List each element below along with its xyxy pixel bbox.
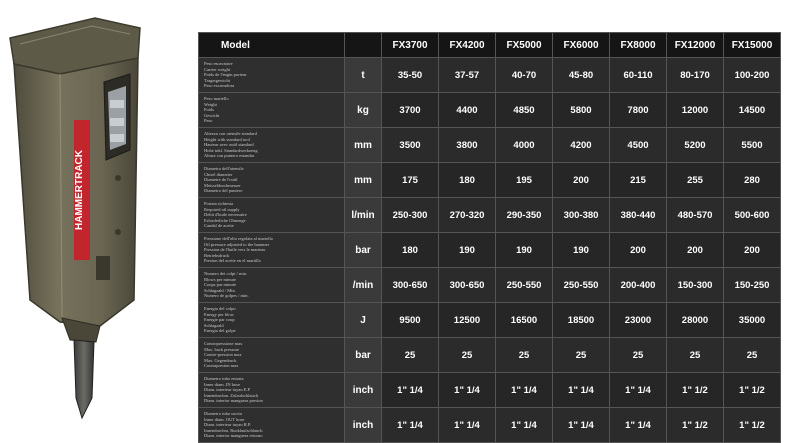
spec-description-line: Schlagzahl / Min. [204,287,236,293]
spec-value-cell: 1" 1/2 [724,373,781,408]
spec-value-cell: 100-200 [724,58,781,93]
spec-value-cell: 3700 [382,93,439,128]
spec-value-cell: 255 [667,163,724,198]
spec-description-line: Peso excavadora [204,83,235,89]
spec-description [199,58,345,93]
chisel-tool [74,340,94,418]
spec-value-cell: 35000 [724,303,781,338]
spec-description-line: Hohe inkl. Standardwerkzeug [204,147,258,153]
spec-value-cell: 4850 [496,93,553,128]
spec-description-line: Height with standard tool [204,136,250,142]
spec-description [199,408,345,443]
spec-value-cell: 1" 1/4 [496,373,553,408]
model-column-header: FX6000 [553,33,610,58]
spec-description-line: Max. back pressure [204,346,240,352]
spec-value-cell: 35-50 [382,58,439,93]
spec-unit: mm [345,163,382,198]
spec-value-cell: 1" 1/4 [610,408,667,443]
spec-description-line: Hauteur avec outil standard [204,142,254,148]
spec-unit: inch [345,408,382,443]
spec-row [199,233,781,268]
spec-description-line: Tragergewicht [204,77,230,83]
spec-value-cell: 25 [382,338,439,373]
spec-description-line: Carrier weight [204,66,231,72]
spec-row [199,58,781,93]
spec-description-line: Betriebsdruck [204,252,230,258]
spec-value-cell: 5500 [724,128,781,163]
spec-unit: bar [345,338,382,373]
spec-description-line: Diam. interieur tuyau E.P [204,387,251,393]
spec-value-cell: 270-320 [439,198,496,233]
spec-description [199,233,345,268]
spec-description-line: Diametre de l'outil [204,177,238,183]
spec-description-line: Portata richiesta [204,201,234,207]
spec-value-cell: 180 [382,233,439,268]
spec-description-line: Contre-pression max [204,352,242,358]
spec-value-cell: 25 [439,338,496,373]
spec-unit: J [345,303,382,338]
spec-description-line: Pressione dell'olio regolata al martello [204,236,274,242]
spec-description-line: Energia del golpe [204,328,236,334]
spec-value-cell: 1" 1/4 [439,408,496,443]
specifications-body [199,58,781,443]
model-header: Model [199,33,345,58]
spec-description [199,268,345,303]
spec-value-cell: 200 [610,233,667,268]
spec-value-cell: 300-650 [382,268,439,303]
spec-value-cell: 23000 [610,303,667,338]
hydraulic-breaker-image [0,0,190,421]
spec-value-cell: 175 [382,163,439,198]
spec-value-cell: 150-300 [667,268,724,303]
spec-value-cell: 480-570 [667,198,724,233]
spec-value-cell: 25 [724,338,781,373]
spec-value-cell: 1" 1/4 [553,408,610,443]
spec-value-cell: 80-170 [667,58,724,93]
spec-value-cell: 1" 1/2 [724,408,781,443]
model-column-header: FX12000 [667,33,724,58]
spec-description-line: Gewicht [204,112,220,118]
spec-description [199,128,345,163]
spec-value-cell: 1" 1/4 [382,373,439,408]
spec-value-cell: 25 [610,338,667,373]
spec-value-cell: 190 [553,233,610,268]
spec-description-line: Poids de l'engin porteur [204,72,247,78]
spec-value-cell: 300-380 [553,198,610,233]
spec-description-line: Innendurchm. Zulaufschlauch [204,392,258,398]
model-column-header: FX4200 [439,33,496,58]
spec-description-line: Diametro dell'utensile [204,166,244,172]
spec-row [199,268,781,303]
spec-value-cell: 1" 1/4 [496,408,553,443]
spec-value-cell: 200 [553,163,610,198]
spec-description-line: Chisel diameter [204,171,233,177]
spec-description-line: Blows per minute [204,276,236,282]
spec-value-cell: 250-550 [496,268,553,303]
spec-description-line: Schlagzahl [204,322,224,328]
model-column-header: FX5000 [496,33,553,58]
spec-description-line: Altura con puntero estandar [204,153,255,159]
spec-value-cell: 12000 [667,93,724,128]
spec-description-line: Contrapresion max [204,363,239,369]
spec-value-cell: 25 [667,338,724,373]
spec-description-line: Peso escavatore [204,61,233,67]
spec-description-line: Poids [204,107,215,113]
spec-value-cell: 4400 [439,93,496,128]
spec-description-line: Required oil supply [204,206,240,212]
spec-description-line: Caudal de aceite [204,223,234,229]
spec-value-cell: 190 [439,233,496,268]
spec-value-cell: 200 [724,233,781,268]
spec-value-cell: 1" 1/4 [610,373,667,408]
spec-description-line: Innendurchm. Rucklaufschlauch [204,427,263,433]
spec-unit: inch [345,373,382,408]
spec-value-cell: 200 [667,233,724,268]
spec-value-cell: 14500 [724,93,781,128]
spec-description-line: Altezza con utensile standard [204,131,257,137]
spec-description-line: Energia del colpo [204,306,236,312]
spec-description-line: Diam. interior manguera retorno [204,433,263,439]
spec-value-cell: 40-70 [496,58,553,93]
spec-description-line: Inner diam. IN hose [204,381,240,387]
spec-value-cell: 18500 [553,303,610,338]
spec-row [199,408,781,443]
spec-description [199,373,345,408]
spec-description [199,93,345,128]
spec-description-line: Diam. interior manguera presion [204,398,263,404]
spec-description-line: Max. Gegendruck [204,357,237,363]
spec-row [199,93,781,128]
spec-description-line: Energie par coup [204,317,235,323]
spec-value-cell: 250-300 [382,198,439,233]
spec-unit: /min [345,268,382,303]
spec-description-line: Peso martello [204,96,229,102]
spec-description-line: Erforderliche Olmenge [204,217,246,223]
spec-description [199,163,345,198]
spec-value-cell: 1" 1/2 [667,408,724,443]
spec-unit: t [345,58,382,93]
spec-value-cell: 1" 1/4 [553,373,610,408]
spec-value-cell: 1" 1/4 [439,373,496,408]
spec-value-cell: 5200 [667,128,724,163]
header-row [199,33,781,58]
spec-description-line: Numero dei colpi / min. [204,271,248,277]
spec-value-cell: 4500 [610,128,667,163]
spec-description-line: Numero de golpes / min. [204,293,249,299]
spec-unit: bar [345,233,382,268]
spec-row [199,163,781,198]
spec-value-cell: 25 [553,338,610,373]
spec-value-cell: 1" 1/4 [382,408,439,443]
spec-value-cell: 3800 [439,128,496,163]
spec-unit: kg [345,93,382,128]
spec-value-cell: 16500 [496,303,553,338]
spec-description-line: Oil pressure adjusted to the hammer [204,241,270,247]
spec-description-line: Inner diam. OUT hose [204,416,245,422]
spec-row [199,373,781,408]
spec-value-cell: 195 [496,163,553,198]
brand-logo: HAMMERTRACK [74,150,85,230]
spec-description-line: Meisseldurchmesser [204,182,241,188]
spec-value-cell: 500-600 [724,198,781,233]
spec-value-cell: 180 [439,163,496,198]
spec-unit: mm [345,128,382,163]
spec-description-line: Energy per blow [204,311,234,317]
spec-description-line: Coups par minute [204,282,236,288]
spec-description-line: Pression de l'huile vers le marteau [204,247,266,253]
spec-description [199,303,345,338]
spec-value-cell: 190 [496,233,553,268]
spec-description-line: Diametro tubo uscita [204,411,242,417]
spec-value-cell: 150-250 [724,268,781,303]
spec-value-cell: 250-550 [553,268,610,303]
spec-description [199,338,345,373]
spec-value-cell: 25 [496,338,553,373]
spec-description-line: Presion del aceite en el martillo [204,258,261,264]
specifications-table [198,32,781,443]
spec-value-cell: 7800 [610,93,667,128]
spec-row [199,128,781,163]
spec-row [199,198,781,233]
spec-value-cell: 300-650 [439,268,496,303]
spec-value-cell: 4000 [496,128,553,163]
spec-value-cell: 380-440 [610,198,667,233]
spec-value-cell: 60-110 [610,58,667,93]
spec-value-cell: 200-400 [610,268,667,303]
spec-value-cell: 1" 1/2 [667,373,724,408]
spec-value-cell: 5800 [553,93,610,128]
spec-value-cell: 215 [610,163,667,198]
spec-value-cell: 3500 [382,128,439,163]
spec-description-line: Contropressione max [204,341,243,347]
model-column-header: FX8000 [610,33,667,58]
spec-value-cell: 9500 [382,303,439,338]
spec-description [199,198,345,233]
spec-description-line: Weight [204,101,217,107]
spec-value-cell: 12500 [439,303,496,338]
spec-description-line: Peso [204,118,213,124]
spec-description-line: Debit d'huile necessaire [204,212,247,218]
hydraulic-breaker-illustration [0,0,190,421]
spec-value-cell: 28000 [667,303,724,338]
spec-description-line: Diametro del puntero [204,188,243,194]
spec-value-cell: 45-80 [553,58,610,93]
spec-row [199,303,781,338]
spec-description-line: Diametro tubo entrata [204,376,244,382]
model-column-header: FX3700 [382,33,439,58]
spec-value-cell: 290-350 [496,198,553,233]
model-column-header: FX15000 [724,33,781,58]
spec-unit: l/min [345,198,382,233]
spec-value-cell: 37-57 [439,58,496,93]
spec-value-cell: 4200 [553,128,610,163]
spec-row [199,338,781,373]
spec-description-line: Diam. interieur tuyau R.P. [204,422,251,428]
spec-value-cell: 280 [724,163,781,198]
unit-header [345,33,382,58]
